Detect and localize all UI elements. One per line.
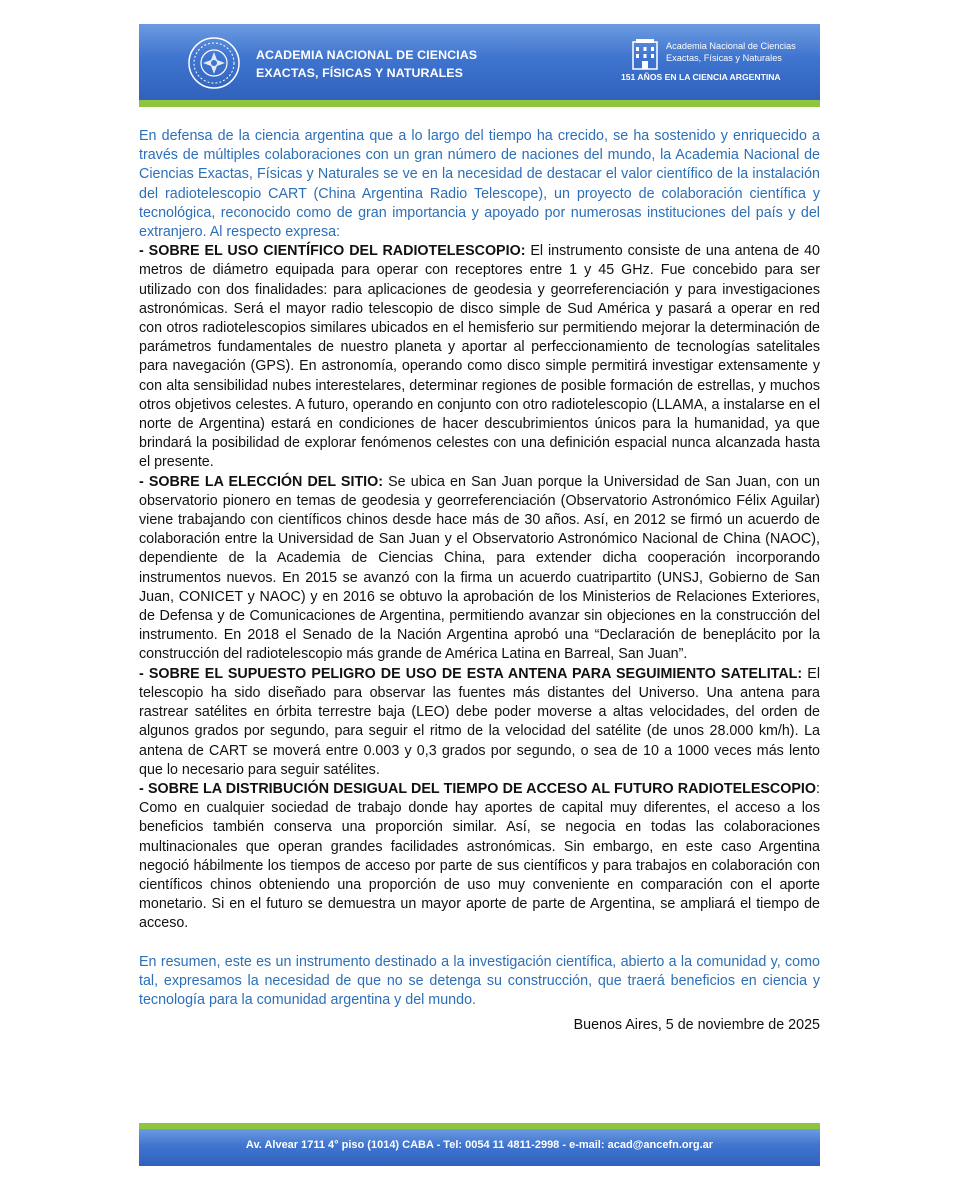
footer-banner	[139, 1129, 820, 1166]
contact-info: Av. Alvear 1711 4° piso (1014) CABA - Tel: 0054 11 4811-2998 - e-mail: acad@ancefn.org.ar	[245, 1139, 714, 1151]
section-heading: - SOBRE EL SUPUESTO PELIGRO DE USO DE ESTA ANTENA PARA SEGUIMIENTO SATELITAL:	[139, 665, 803, 682]
section-heading: - SOBRE LA ELECCIÓN DEL SITIO:	[139, 473, 384, 490]
academy-name	[256, 46, 477, 82]
section-site-choice	[139, 473, 820, 665]
section-text: El instrumento consiste de una antena de 40 metros de diámetro equipada para operar con receptores entre 1 y 45 GHz. Fue concebido para ser utilizado con dos finalidades: para aplicaciones de geodesia y georreferenciación y para investigaciones astronómicas. Será el mayor radio telescopio de disco simple de Sud América y pasará a operar en red con otros radiotelescopios similares ubicados en el hemisferio sur permitiendo mejorar la determinación de parámetros fundamentales de nuestro planeta y aportar al perfeccionamiento de tecnologías satelitales para navegación (GPS). En astronomía, operando como disco simple permitirá investigar extensamente y con alta sensibilidad nubes interestelares, determinar regiones de posible formación de estrellas, y muchos otros objetivos celestes. A futuro, operando en conjunto con otro radiotelescopio (LLAMA, a instalarse en el norte de Argentina) estará en condiciones de hacer descubrimientos únicos para la humanidad, ya que brindará la posibilidad de explorar fenómenos celestes con una definición espacial nunca alcanzada hasta el presente.	[139, 243, 820, 471]
letterhead-banner	[139, 24, 820, 100]
academy-building-icon	[631, 38, 659, 71]
section-heading: - SOBRE LA DISTRIBUCIÓN DESIGUAL DEL TIEMPO DE ACCESO AL FUTURO RADIOTELESCOPIO	[139, 780, 817, 797]
place-and-date: Buenos Aires, 5 de noviembre de 2025	[573, 1017, 820, 1034]
academy-name-line1: ACADEMIA NACIONAL DE CIENCIAS	[256, 48, 478, 62]
section-satellite-tracking	[139, 665, 820, 780]
academy-name-line2: EXACTAS, FÍSICAS Y NATURALES	[256, 66, 464, 80]
paragraph-gap	[139, 934, 820, 953]
statement-body	[139, 127, 820, 1035]
section-heading: - SOBRE EL USO CIENTÍFICO DEL RADIOTELESCOPIO:	[139, 243, 526, 260]
academy-name-small-line1: Academia Nacional de Ciencias	[666, 41, 796, 51]
intro-paragraph: En defensa de la ciencia argentina que a lo largo del tiempo ha crecido, se ha sostenido y enriquecido a través de múltiples colaboraciones con un gran número de naciones del mundo, la Academia Nacional de Ciencias Exactas, Físicas y Naturales se ve en la necesidad de destacar el valor científico de la instalación del radiotelescopio CART (China Argentina Radio Telescope), un proyecto de colaboración científica y tecnológica, reconocido como de gran importancia y apoyado por numerosas instituciones del país y del extranjero. Al respecto expresa:	[139, 128, 820, 241]
academy-name-small	[666, 40, 796, 64]
header-accent-bar	[139, 100, 820, 107]
section-access-time	[139, 780, 820, 934]
academy-seal-icon	[187, 36, 241, 90]
section-scientific-use	[139, 242, 820, 472]
academy-name-small-line2: Exactas, Físicas y Naturales	[666, 53, 782, 63]
academy-slogan: 151 AÑOS EN LA CIENCIA ARGENTINA	[621, 72, 781, 82]
section-text: El telescopio ha sido diseñado para observar las fuentes más distantes del Universo. Una antena para rastrear satélites en órbita terrestre baja (LEO) debe poder moverse a altas velocidades, del orden de algunos grados por segundo, para seguir el ritmo de la velocidad del satélite (de unos 28.000 km/h). La antena de CART se moverá entre 0.003 y 0,3 grados por segundo, o sea de 10 a 1000 veces más lento que lo necesario para seguir satélites.	[139, 665, 820, 778]
conclusion-paragraph: En resumen, este es un instrumento destinado a la investigación científica, abierto a la comunidad y, como tal, expresamos la necesidad de que no se detenga su construcción, que traerá beneficios en ciencia y tecnología para la comunidad argentina y del mundo.	[139, 953, 820, 1008]
section-text: Se ubica en San Juan porque la Universidad de San Juan, con un observatorio pionero en temas de geodesia y georreferenciación (Observatorio Astronómico Félix Aguilar) viene trabajando con científicos chinos desde hace más de 30 años. Así, en 2012 se firmó un acuerdo de colaboración entre la Universidad de San Juan y el Observatorio Astronómico Nacional de China (NAOC), dependiente de la Academia de Ciencias China, para extender dicha cooperación incorporando instrumentos nuevos. En 2015 se avanzó con la firma un acuerdo cuatripartito (UNSJ, Gobierno de San Juan, CONICET y NAOC) y en 2016 se obtuvo la aprobación de los Ministerios de Relaciones Exteriores, de Defensa y de Comunicaciones de Argentina, permitiendo avanzar sin objeciones en la construcción del instrumento. En 2018 el Senado de la Nación Argentina aprobó una “Declaración de beneplácito por la construcción del radiotelescopio más grande de América Latina en Barreal, San Juan”.	[139, 473, 820, 663]
section-text: : Como en cualquier sociedad de trabajo donde hay aportes de capital muy diferentes, el acceso a los beneficios también conserva una proporción similar. Así, se negocia en todas las colaboraciones multinacionales que operan grandes facilidades astronómicas. Sin embargo, en este caso Argentina negoció hábilmente los tiempos de acceso por parte de sus científicos y para trabajos en colaboración con científicos chinos obteniendo una proporción de uso muy conveniente en comparación con el aporte monetario. Si en el futuro se demuestra un mayor aporte de parte de Argentina, se ampliará el tiempo de acceso.	[139, 780, 820, 932]
